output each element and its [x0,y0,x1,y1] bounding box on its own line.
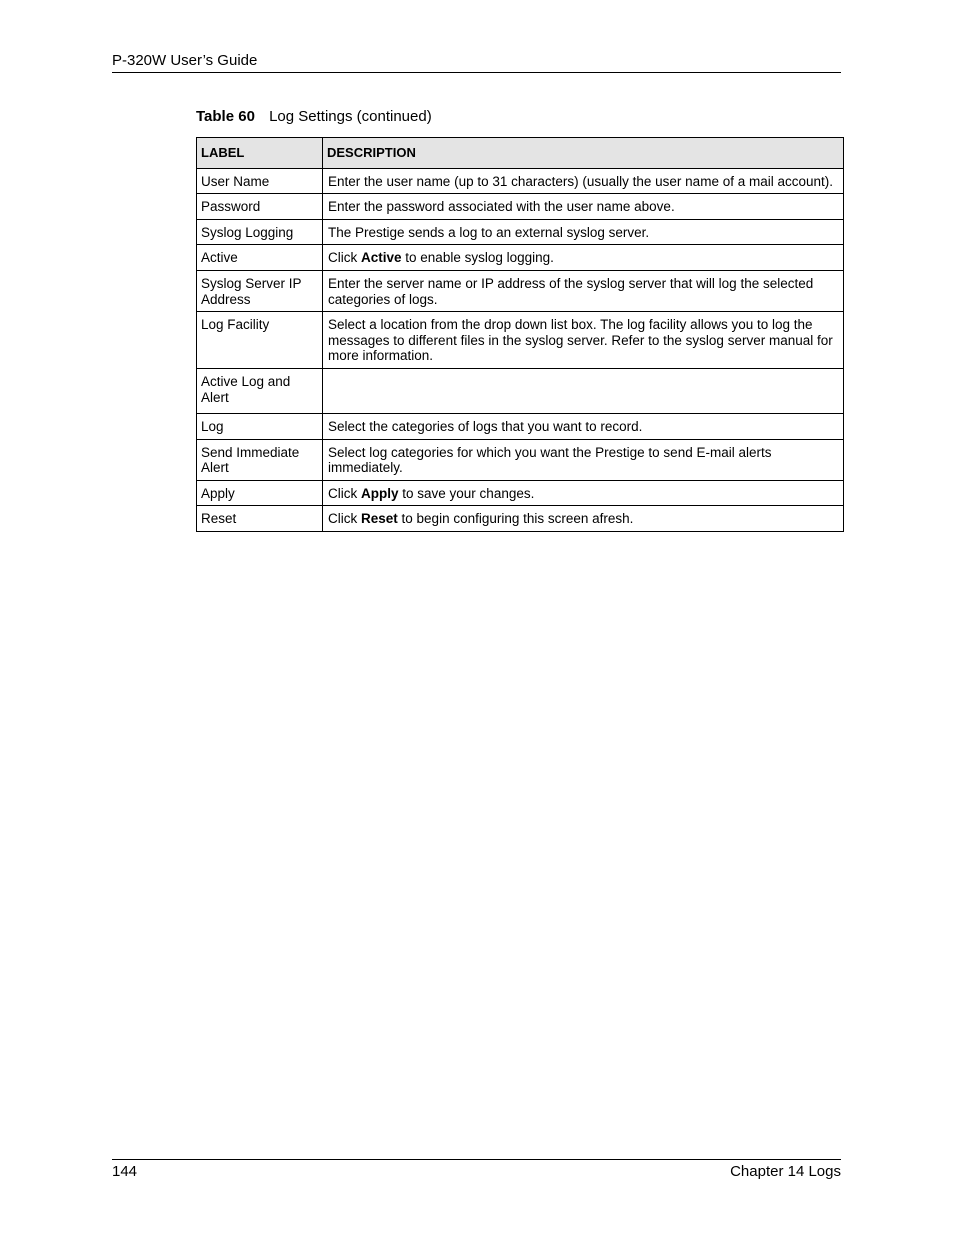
description-text: Select log categories for which you want the Prestige to send E-mail alerts immediately. [328,444,772,476]
description-text: Click [328,485,361,501]
table-header-row [197,138,844,169]
description-text: Click [328,250,361,266]
row-label: Active Log and Alert [197,368,323,413]
table-body [197,168,844,531]
description-text: Enter the user name (up to 31 characters) (usually the user name of a mail account). [328,173,833,189]
row-description [323,270,844,311]
row-label: Log Facility [197,312,323,369]
table-caption [196,108,432,125]
row-description [323,480,844,506]
row-description [323,168,844,194]
row-description [323,245,844,271]
table-row [197,270,844,311]
table-number: Table 60 [196,108,255,125]
row-description [323,312,844,369]
row-description [323,194,844,220]
row-description [323,368,844,413]
description-emphasis: Active [361,250,402,266]
table-row [197,439,844,480]
row-label: Password [197,194,323,220]
row-label: Apply [197,480,323,506]
page-number: 144 [112,1163,138,1180]
description-text: Enter the password associated with the user name above. [328,199,675,215]
row-label: Syslog Server IP Address [197,270,323,311]
row-description [323,219,844,245]
column-header-label: LABEL [197,138,323,169]
table-row [197,480,844,506]
description-text: Click [328,511,361,527]
description-text: to enable syslog logging. [401,250,554,266]
row-label: Log [197,413,323,439]
row-label: Send Immediate Alert [197,439,323,480]
description-text: The Prestige sends a log to an external syslog server. [328,224,650,240]
table-row [197,194,844,220]
chapter-title: Chapter 14 Logs [730,1163,841,1180]
description-text: Enter the server name or IP address of the syslog server that will log the selected categories of logs. [328,275,814,307]
description-text: Select the categories of logs that you want to record. [328,418,643,434]
row-label: User Name [197,168,323,194]
document-title: P-320W User’s Guide [112,52,258,69]
row-label: Active [197,245,323,271]
table-title: Log Settings (continued) [269,108,432,125]
description-text: to save your changes. [398,485,535,501]
table-row [197,312,844,369]
description-text: Select a location from the drop down list box. The log facility allows you to log the messages to different files in the syslog server. Refer to the syslog server manual for more information. [328,317,833,364]
table-row [197,413,844,439]
row-description [323,506,844,532]
row-description [323,439,844,480]
column-header-description: DESCRIPTION [323,138,844,169]
table-row [197,245,844,271]
row-description [323,413,844,439]
table-row [197,168,844,194]
table-row [197,506,844,532]
description-emphasis: Apply [361,485,399,501]
table-row [197,368,844,413]
row-label: Reset [197,506,323,532]
page-footer [112,1159,841,1180]
log-settings-table [196,137,844,532]
description-text: to begin configuring this screen afresh. [397,511,634,527]
description-emphasis: Reset [361,511,398,527]
row-label: Syslog Logging [197,219,323,245]
table-row [197,219,844,245]
page-header [112,52,841,73]
